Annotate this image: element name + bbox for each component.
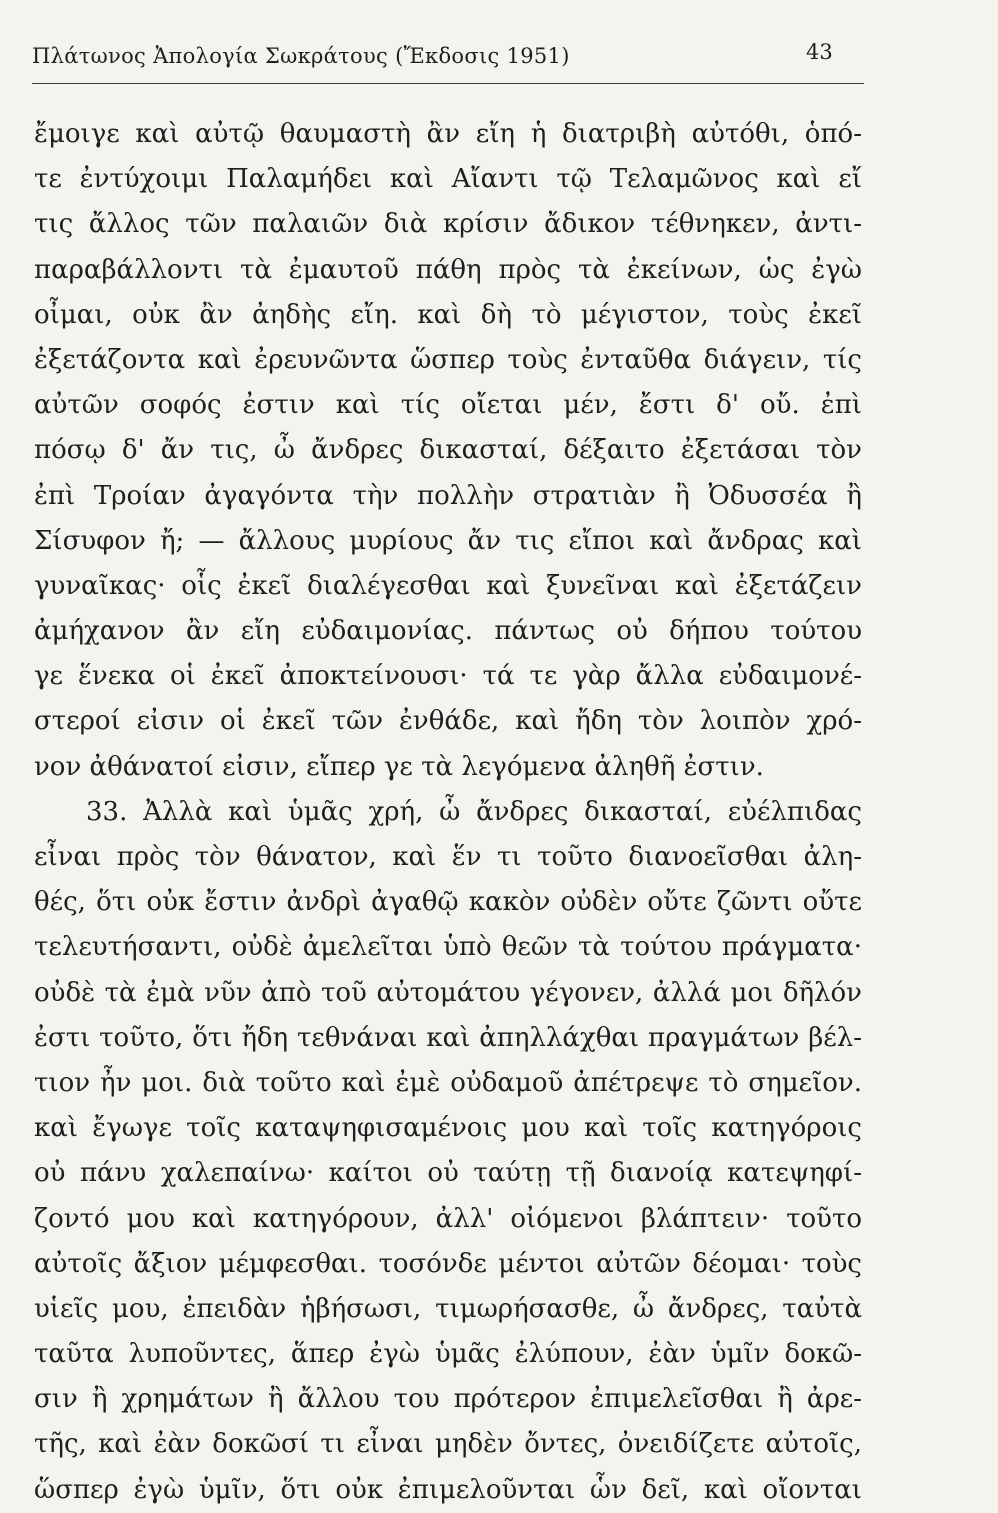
text-line: οἶμαι, οὐκ ἂν ἀηδὴς εἴη. καὶ δὴ τὸ μέγιστον, τοὺς ἐκεῖ	[34, 299, 862, 330]
text-line: στεροί εἰσιν οἱ ἐκεῖ τῶν ἐνθάδε, καὶ ἤδη τὸν λοιπὸν χρό-	[34, 706, 862, 737]
text-line: τις ἄλλος τῶν παλαιῶν διὰ κρίσιν ἄδικον τέθνηκεν, ἀντι-	[34, 209, 862, 240]
text-line: οὐ πάνυ χαλεπαίνω· καίτοι οὐ ταύτῃ τῇ διανοίᾳ κατεψηφί-	[34, 1158, 862, 1189]
text-line: θές, ὅτι οὐκ ἔστιν ἀνδρὶ ἀγαθῷ κακὸν οὐδὲν οὔτε ζῶντι οὔτε	[34, 887, 862, 918]
paragraph-33-first-line: 33. Ἀλλὰ καὶ ὑμᾶς χρή, ὦ ἄνδρες δικασταί, εὐέλπιδας	[86, 796, 862, 827]
text-line: ἀμήχανον ἂν εἴη εὐδαιμονίας. πάντως οὐ δήπου τούτου	[34, 616, 862, 647]
text-line: σιν ἢ χρημάτων ἢ ἄλλου του πρότερον ἐπιμελεῖσθαι ἢ ἀρε-	[34, 1384, 862, 1415]
text-line: ἐξετάζοντα καὶ ἐρευνῶντα ὥσπερ τοὺς ἐνταῦθα διάγειν, τίς	[34, 344, 862, 375]
text-line: καὶ ἔγωγε τοῖς καταψηφισαμένοις μου καὶ τοῖς κατηγόροις	[34, 1113, 862, 1144]
text-line: οὐδὲ τὰ ἐμὰ νῦν ἀπὸ τοῦ αὐτομάτου γέγονεν, ἀλλά μοι δῆλόν	[34, 977, 862, 1008]
text-line: ὥσπερ ἐγὼ ὑμῖν, ὅτι οὐκ ἐπιμελοῦνται ὧν δεῖ, καὶ οἴονται	[34, 1474, 862, 1505]
text-line: αὐτῶν σοφός ἐστιν καὶ τίς οἴεται μέν, ἔστι δ' οὔ. ἐπὶ	[34, 390, 862, 421]
text-line: υἱεῖς μου, ἐπειδὰν ἡβήσωσι, τιμωρήσασθε, ὦ ἄνδρες, ταὐτὰ	[34, 1293, 862, 1324]
text-line: αὐτοῖς ἄξιον μέμφεσθαι. τοσόνδε μέντοι αὐτῶν δέομαι· τοὺς	[34, 1248, 862, 1279]
text-line: ἔμοιγε καὶ αὐτῷ θαυμαστὴ ἂν εἴη ἡ διατριβὴ αὐτόθι, ὁπό-	[34, 119, 862, 149]
text-line: ἐστι τοῦτο, ὅτι ἤδη τεθνάναι καὶ ἀπηλλάχθαι πραγμάτων βέλ-	[34, 1022, 862, 1053]
text-line: παραβάλλοντι τὰ ἐμαυτοῦ πάθη πρὸς τὰ ἐκείνων, ὡς ἐγὼ	[34, 254, 862, 285]
header-rule	[32, 83, 864, 84]
text-line: τῆς, καὶ ἐὰν δοκῶσί τι εἶναι μηδὲν ὄντες, ὀνειδίζετε αὐτοῖς,	[34, 1429, 862, 1460]
text-line: τιον ἦν μοι. διὰ τοῦτο καὶ ἐμὲ οὐδαμοῦ ἀπέτρεψε τὸ σημεῖον.	[34, 1067, 862, 1098]
text-line: γυναῖκας· οἷς ἐκεῖ διαλέγεσθαι καὶ ξυνεῖναι καὶ ἐξετάζειν	[34, 570, 862, 601]
body-text	[34, 112, 862, 1513]
text-line: γε ἕνεκα οἱ ἐκεῖ ἀποκτείνουσι· τά τε γὰρ ἄλλα εὐδαιμονέ-	[34, 661, 862, 692]
text-line: Σίσυφον ἤ; — ἄλλους μυρίους ἄν τις εἴποι καὶ ἄνδρας καὶ	[34, 525, 862, 556]
text-line: ἐπὶ Τροίαν ἀγαγόντα τὴν πολλὴν στρατιὰν ἢ Ὀδυσσέα ἢ	[34, 480, 862, 511]
text-line: τελευτήσαντι, οὐδὲ ἀμελεῖται ὑπὸ θεῶν τὰ τούτου πράγματα·	[34, 932, 862, 963]
text-line: ταῦτα λυποῦντες, ἅπερ ἐγὼ ὑμᾶς ἐλύπουν, ἐὰν ὑμῖν δοκῶ-	[34, 1339, 862, 1370]
running-title: Πλάτωνος Ἀπολογία Σωκράτους (Ἔκδοσις 1951)	[32, 44, 570, 68]
text-line: πόσῳ δ' ἄν τις, ὦ ἄνδρες δικασταί, δέξαιτο ἐξετάσαι τὸν	[34, 435, 862, 466]
text-line: εἶναι πρὸς τὸν θάνατον, καὶ ἕν τι τοῦτο διανοεῖσθαι ἀλη-	[34, 842, 862, 872]
paragraph-last-line: νον ἀθάνατοί εἰσιν, εἴπερ γε τὰ λεγόμενα ἀληθῆ ἐστιν.	[34, 751, 764, 782]
text-line: τε ἐντύχοιμι Παλαμήδει καὶ Αἴαντι τῷ Τελαμῶνος καὶ εἴ	[34, 164, 862, 195]
page-number: 43	[806, 40, 833, 64]
text-line: ζοντό μου καὶ κατηγόρουν, ἀλλ' οἰόμενοι βλάπτειν· τοῦτο	[34, 1203, 862, 1234]
